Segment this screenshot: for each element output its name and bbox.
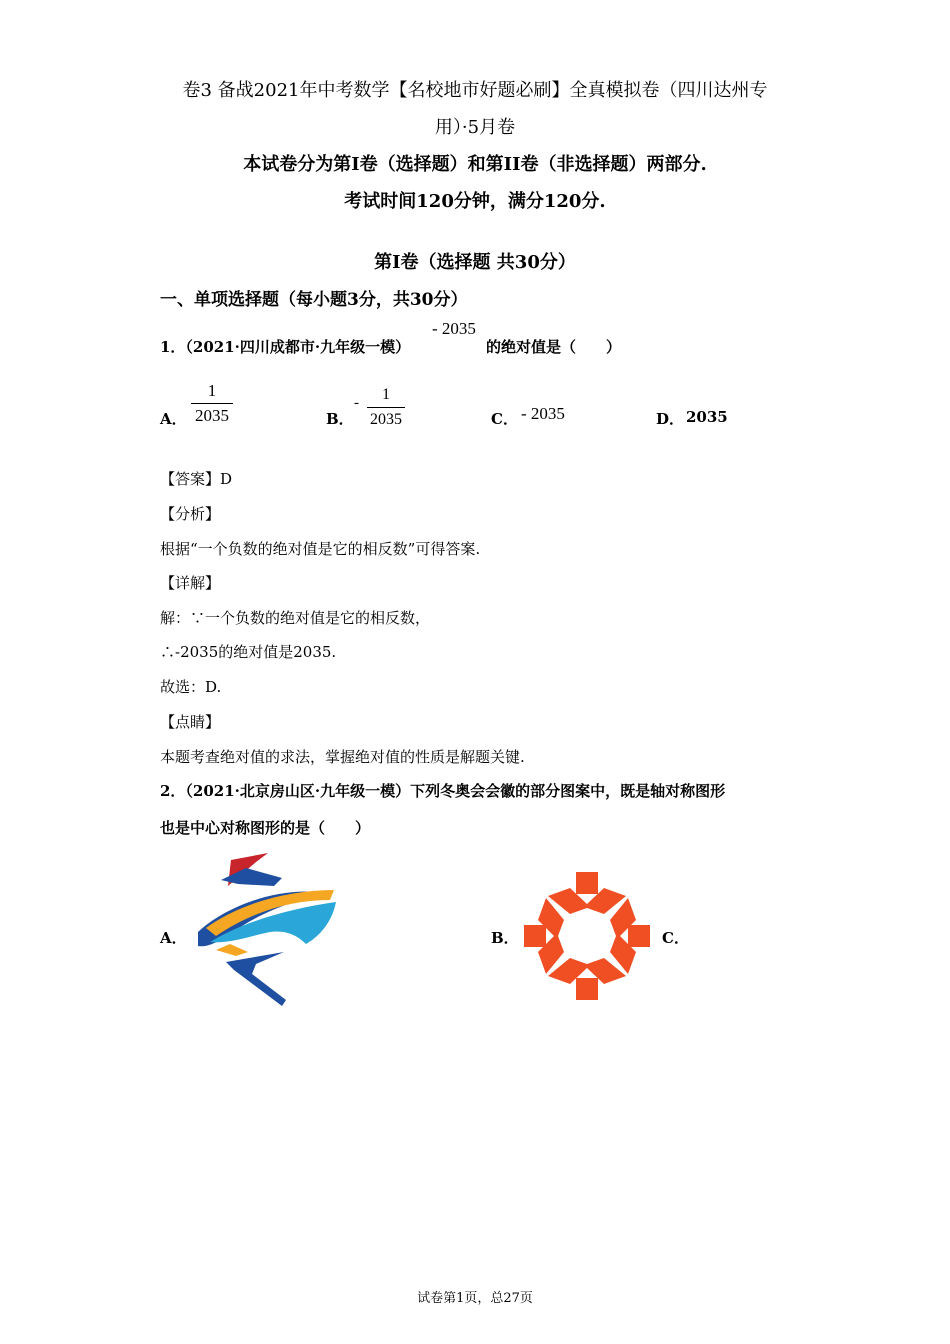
q1-option-d-label: D． bbox=[656, 410, 685, 428]
doc-title-line1: 卷3 备战2021年中考数学【名校地市好题必刷】全真模拟卷（四川达州专 bbox=[182, 80, 768, 101]
part-title: 第I卷（选择题 共30分） bbox=[374, 252, 576, 273]
emblem-small-orange bbox=[216, 944, 248, 956]
q1-option-b-sign: - bbox=[354, 395, 359, 411]
emblem-square-left bbox=[524, 925, 546, 947]
q1-option-c-value: - 2035 bbox=[521, 404, 565, 423]
emblem-square-top bbox=[576, 872, 598, 894]
q1-option-a-label: A． bbox=[160, 410, 187, 428]
q1-option-b-fraction bbox=[367, 385, 405, 430]
q1-prefix: 1．（2021·四川成都市·九年级一模） bbox=[160, 338, 411, 356]
q1-point-text: 本题考查绝对值的求法，掌握绝对值的性质是解题关键. bbox=[160, 748, 525, 766]
q1-detail-line3: 故选：D. bbox=[160, 678, 222, 696]
q1-detail-tag: 【详解】 bbox=[160, 574, 221, 592]
q1-detail-line2: ∴-2035的绝对值是2035. bbox=[160, 643, 337, 661]
q2-option-a-emblem bbox=[186, 850, 341, 1008]
q1-suffix: 的绝对值是（ ） bbox=[486, 338, 622, 356]
q2-option-c-label: C． bbox=[662, 929, 689, 947]
q1-option-c-label: C． bbox=[491, 410, 518, 428]
q1-option-a-numerator: 1 bbox=[207, 381, 217, 400]
q1-option-d-value: 2035 bbox=[686, 408, 728, 426]
q1-answer-tag: 【答案】 bbox=[160, 470, 221, 488]
intro-line1: 本试卷分为第I卷（选择题）和第II卷（非选择题）两部分. bbox=[243, 154, 707, 175]
q2-option-b-emblem bbox=[520, 870, 654, 1002]
q1-detail-line1: 解：∵一个负数的绝对值是它的相反数， bbox=[160, 609, 431, 627]
emblem-square-right bbox=[628, 925, 650, 947]
q1-analysis-text: 根据“一个负数的绝对值是它的相反数”可得答案. bbox=[160, 540, 481, 558]
q2-option-b-label: B． bbox=[491, 929, 519, 947]
q1-option-b-denominator: 2035 bbox=[370, 411, 402, 428]
emblem-square-bottom bbox=[576, 978, 598, 1000]
doc-title-line2: 用）·5月卷 bbox=[434, 117, 516, 138]
intro-line2: 考试时间120分钟，满分120分. bbox=[344, 191, 606, 212]
q1-option-a-fraction bbox=[191, 381, 233, 426]
q1-option-a-denominator: 2035 bbox=[195, 406, 229, 425]
section-heading: 一、单项选择题（每小题3分，共30分） bbox=[160, 290, 468, 310]
emblem-bottom-blue-stroke bbox=[226, 952, 286, 1006]
q2-option-a-label: A． bbox=[160, 929, 187, 947]
q2-line2: 也是中心对称图形的是（ ） bbox=[160, 819, 371, 837]
page-footer: 试卷第1页，总27页 bbox=[417, 1291, 533, 1306]
q1-answer bbox=[160, 468, 232, 489]
q1-expression: - 2035 bbox=[432, 319, 476, 338]
q1-option-b-numerator: 1 bbox=[382, 386, 390, 403]
q1-option-b-label: B． bbox=[326, 410, 354, 428]
q1-answer-value: D bbox=[220, 470, 233, 488]
q1-analysis-tag: 【分析】 bbox=[160, 505, 221, 523]
q2-line1: 2．（2021·北京房山区·九年级一模）下列冬奥会会徽的部分图案中，既是轴对称图形 bbox=[160, 782, 726, 800]
q1-point-tag: 【点睛】 bbox=[160, 713, 221, 731]
